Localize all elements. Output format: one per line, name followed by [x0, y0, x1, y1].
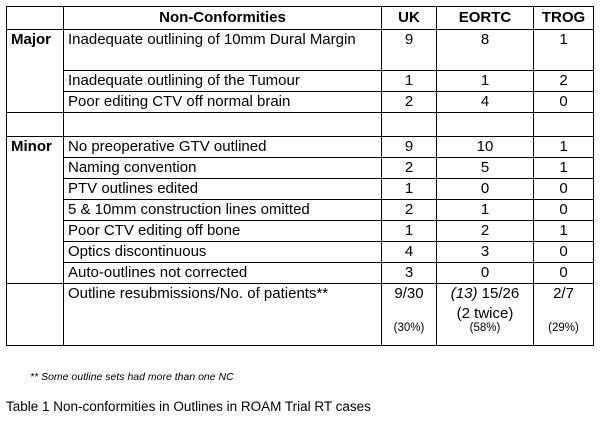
nc-cell: Naming convention — [64, 158, 382, 179]
uk-cell: 1 — [382, 71, 437, 92]
separator-cell — [534, 113, 594, 137]
trog-cell: 1 — [534, 158, 594, 179]
eortc-cell: 10 — [437, 137, 534, 158]
header-row — [7, 7, 594, 30]
header-group — [7, 7, 64, 30]
nc-cell: Poor editing CTV off normal brain — [64, 92, 382, 113]
uk-cell: 2 — [382, 92, 437, 113]
eortc-cell: 2 — [437, 221, 534, 242]
summary-label: Outline resubmissions/No. of patients** — [64, 284, 382, 346]
nc-cell: Optics discontinuous — [64, 242, 382, 263]
separator-cell — [382, 113, 437, 137]
table-row — [7, 30, 594, 71]
table-row — [7, 263, 594, 284]
summary-eortc-italic: (13) — [450, 285, 478, 302]
summary-eortc-note: (2 twice) — [456, 305, 514, 322]
trog-cell: 1 — [534, 137, 594, 158]
nc-cell: Auto-outlines not corrected — [64, 263, 382, 284]
eortc-cell: 0 — [437, 263, 534, 284]
table-row — [7, 221, 594, 242]
eortc-cell: 0 — [437, 179, 534, 200]
table-row — [7, 137, 594, 158]
eortc-cell: 3 — [437, 242, 534, 263]
eortc-cell: 4 — [437, 92, 534, 113]
footnote: ** Some outline sets had more than one NC — [30, 371, 234, 383]
nc-cell: PTV outlines edited — [64, 179, 382, 200]
header-eortc: EORTC — [437, 7, 534, 30]
trog-cell: 0 — [534, 263, 594, 284]
eortc-cell: 5 — [437, 158, 534, 179]
eortc-cell: 8 — [437, 30, 534, 71]
table-caption: Table 1 Non-conformities in Outlines in ROAM Trial RT cases — [6, 399, 371, 414]
non-conformities-table — [6, 6, 594, 346]
uk-cell: 2 — [382, 200, 437, 221]
table-row — [7, 200, 594, 221]
summary-trog-value: 2/7 — [553, 285, 574, 302]
header-non-conformities: Non-Conformities — [64, 7, 382, 30]
summary-trog-cell — [534, 284, 594, 346]
table-row — [7, 92, 594, 113]
header-trog: TROG — [534, 7, 594, 30]
trog-cell: 0 — [534, 200, 594, 221]
eortc-cell: 1 — [437, 200, 534, 221]
table-row — [7, 158, 594, 179]
uk-cell: 1 — [382, 179, 437, 200]
summary-trog-percent: (29%) — [548, 322, 579, 334]
summary-eortc-value: 15/26 — [481, 285, 520, 302]
trog-cell: 0 — [534, 242, 594, 263]
nc-cell: Inadequate outlining of the Tumour — [64, 71, 382, 92]
uk-cell: 9 — [382, 137, 437, 158]
summary-row — [7, 284, 594, 346]
summary-eortc-percent: (58%) — [469, 322, 501, 334]
uk-cell: 1 — [382, 221, 437, 242]
eortc-cell: 1 — [437, 71, 534, 92]
trog-cell: 1 — [534, 30, 594, 71]
summary-uk-value: 9/30 — [394, 285, 424, 302]
separator-cell — [7, 113, 64, 137]
uk-cell: 2 — [382, 158, 437, 179]
separator-cell — [437, 113, 534, 137]
nc-cell: No preoperative GTV outlined — [64, 137, 382, 158]
uk-cell: 4 — [382, 242, 437, 263]
nc-cell: 5 & 10mm construction lines omitted — [64, 200, 382, 221]
summary-eortc-cell — [437, 284, 534, 346]
trog-cell: 1 — [534, 221, 594, 242]
header-uk: UK — [382, 7, 437, 30]
summary-group-cell — [7, 284, 64, 346]
uk-cell: 3 — [382, 263, 437, 284]
separator-row — [7, 113, 594, 137]
group-label-major: Major — [7, 30, 64, 113]
nc-cell: Poor CTV editing off bone — [64, 221, 382, 242]
summary-uk-percent: (30%) — [393, 322, 425, 334]
trog-cell: 0 — [534, 179, 594, 200]
table-row — [7, 71, 594, 92]
nc-cell: Inadequate outlining of 10mm Dural Margin — [64, 30, 382, 71]
trog-cell: 0 — [534, 92, 594, 113]
separator-cell — [64, 113, 382, 137]
table-row — [7, 179, 594, 200]
trog-cell: 2 — [534, 71, 594, 92]
group-label-minor: Minor — [7, 137, 64, 284]
uk-cell: 9 — [382, 30, 437, 71]
summary-uk-cell — [382, 284, 437, 346]
table-row — [7, 242, 594, 263]
